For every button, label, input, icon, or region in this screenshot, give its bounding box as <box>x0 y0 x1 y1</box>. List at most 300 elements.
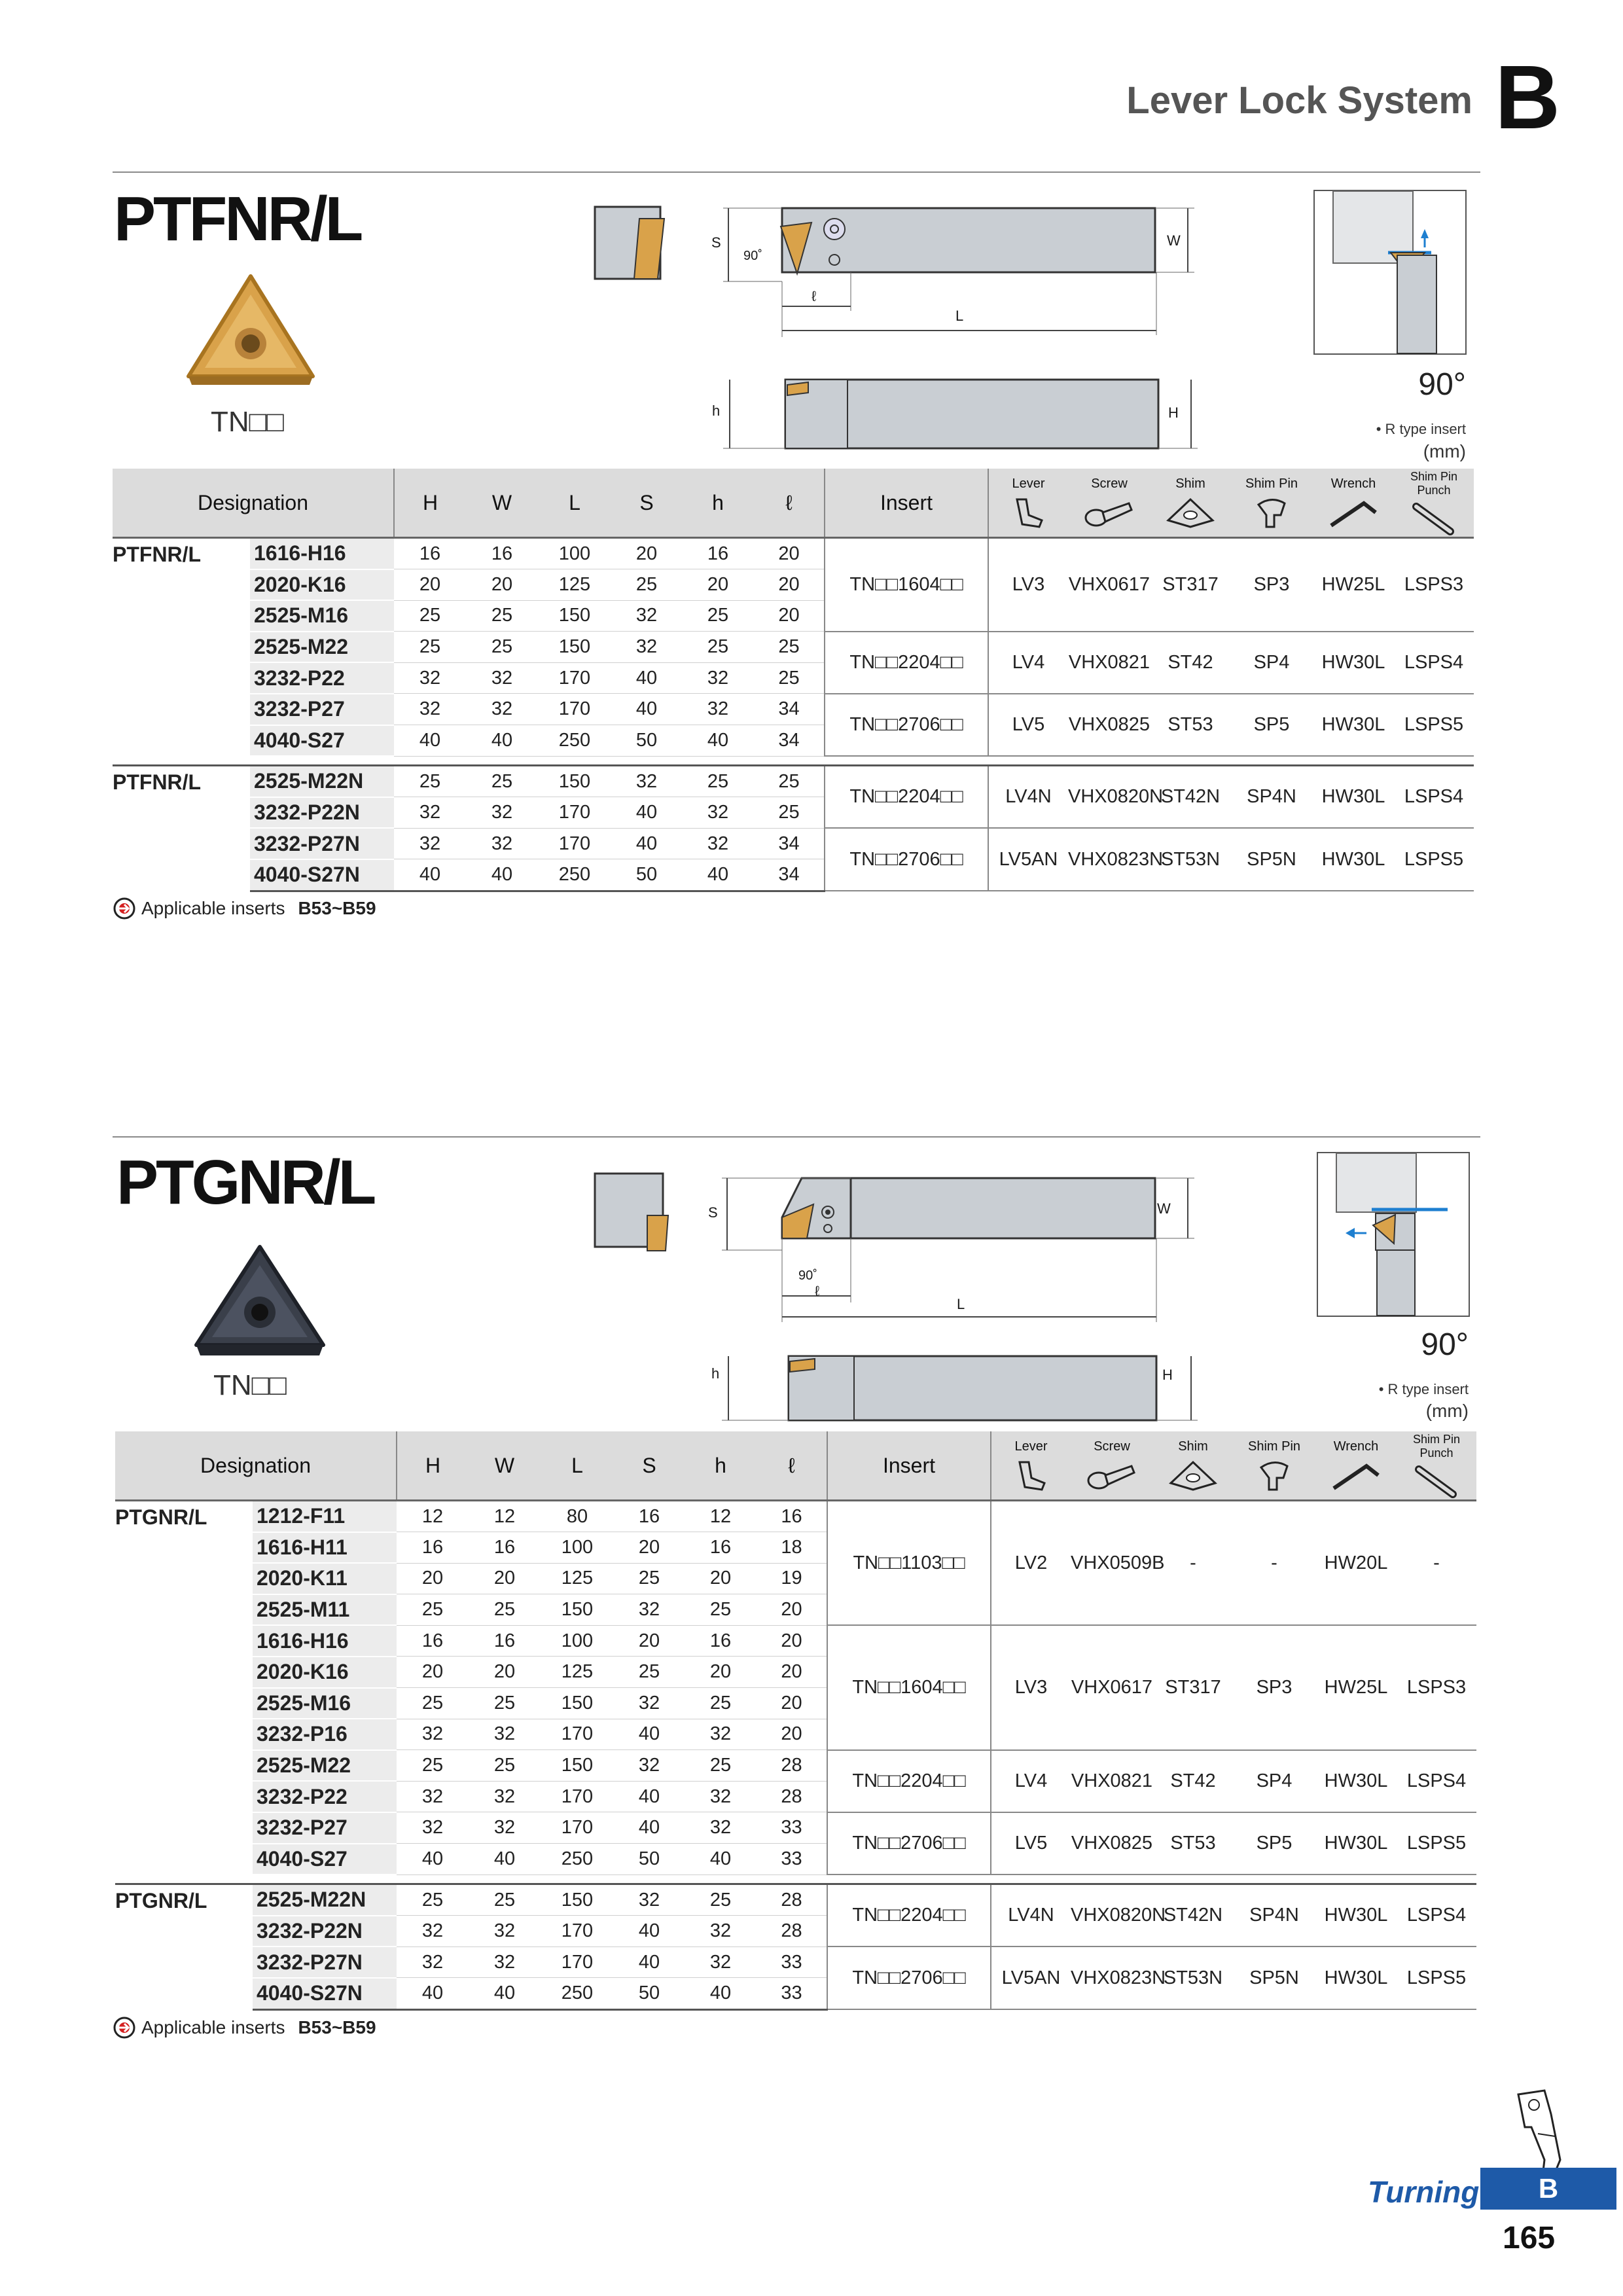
part-lever: LV2 <box>991 1501 1071 1626</box>
dimension-value: 32 <box>466 662 538 694</box>
dimension-value: 20 <box>685 1563 757 1594</box>
applicable-pages-link[interactable]: B53~B59 <box>298 2017 376 2037</box>
part-wrench: HW30L <box>1315 1946 1397 2009</box>
dimension-value: 40 <box>682 859 754 891</box>
insert-photo-gold <box>182 268 319 386</box>
dimension-value: 40 <box>469 1844 541 1875</box>
table-row <box>115 1812 1476 1844</box>
dimension-value: 32 <box>685 1812 757 1844</box>
shim-pin-punch-icon <box>1414 1464 1459 1498</box>
dimension-value: 40 <box>685 1978 757 2009</box>
product-title: PTFNR/L <box>114 184 361 254</box>
dimension-value: 40 <box>394 725 466 757</box>
page-header-title: Lever Lock System <box>1126 79 1472 122</box>
dimension-value: 25 <box>754 797 825 829</box>
dimension-value: 32 <box>469 1781 541 1812</box>
part-lever: LV3 <box>991 1625 1071 1749</box>
col-designation: Designation <box>115 1431 397 1501</box>
dimension-value: 34 <box>754 828 825 859</box>
dimension-value: 32 <box>611 600 682 632</box>
part-lever: LV5AN <box>991 1946 1071 2009</box>
part-screw: VHX0820N <box>1071 1884 1153 1947</box>
part-punch: - <box>1397 1501 1476 1626</box>
designation-code: 3232-P27 <box>250 694 394 725</box>
part-shim: - <box>1153 1501 1233 1626</box>
dimension-value: 20 <box>469 1563 541 1594</box>
dimension-value: 20 <box>397 1657 469 1688</box>
wrench-icon <box>1327 495 1380 529</box>
designation-code: 2525-M16 <box>253 1688 397 1719</box>
col-W: W <box>466 469 538 538</box>
table-row <box>115 1946 1476 1978</box>
part-shim: ST42 <box>1150 632 1230 694</box>
insert-code-cell: TN□□1604□□ <box>827 1625 991 1749</box>
dimension-value: 20 <box>754 538 825 569</box>
table-row <box>113 632 1474 663</box>
dimension-value: 25 <box>466 766 538 797</box>
dimension-value: 32 <box>466 694 538 725</box>
dimension-value: 25 <box>469 1884 541 1916</box>
part-pin: SP4 <box>1233 1750 1315 1812</box>
dimension-value: 250 <box>541 1978 614 2009</box>
designation-code: 3232-P27 <box>253 1812 397 1844</box>
col-h: h <box>682 469 754 538</box>
dimension-value: 40 <box>397 1844 469 1875</box>
designation-code: 4040-S27N <box>253 1978 397 2009</box>
part-lever: LV4N <box>988 766 1068 829</box>
part-pin: SP5N <box>1233 1946 1315 2009</box>
insert-code-cell: TN□□2204□□ <box>827 1884 991 1947</box>
table-row <box>115 1501 1476 1532</box>
dimension-value: 25 <box>397 1884 469 1916</box>
r-type-note: • R type insert <box>1378 1381 1469 1397</box>
insert-code-cell: TN□□2706□□ <box>827 1946 991 2009</box>
dimension-value: 50 <box>611 859 682 891</box>
table-row <box>115 1625 1476 1657</box>
designation-code: 3232-P16 <box>253 1719 397 1750</box>
approach-angle: 90° <box>1421 1327 1469 1362</box>
lever-icon <box>1009 495 1048 529</box>
front-view-diagram <box>592 1170 673 1256</box>
footer-category: Turning <box>1368 2175 1480 2209</box>
insert-code-cell: TN□□2706□□ <box>825 828 988 891</box>
dimension-value: 32 <box>394 797 466 829</box>
part-lever: LV5 <box>988 694 1068 756</box>
dimension-value: 250 <box>541 1844 614 1875</box>
dimension-value: 28 <box>757 1884 827 1916</box>
dimension-value: 170 <box>541 1916 614 1947</box>
dimension-value: 40 <box>685 1844 757 1875</box>
col-L: L <box>541 1431 614 1501</box>
dimension-value: 40 <box>394 859 466 891</box>
dimension-value: 32 <box>394 828 466 859</box>
designation-code: 4040-S27N <box>250 859 394 891</box>
dimension-value: 32 <box>397 1812 469 1844</box>
dimension-value: 25 <box>685 1688 757 1719</box>
dim-angle: 90˚ <box>743 249 762 263</box>
col-wrench: Wrench <box>1313 469 1394 538</box>
table-row <box>113 828 1474 859</box>
dim-W: W <box>1167 232 1181 249</box>
insert-code-cell: TN□□2204□□ <box>825 632 988 694</box>
dimension-value: 20 <box>397 1563 469 1594</box>
designation-code: 2525-M22N <box>250 766 394 797</box>
spec-table-ptfnr <box>113 469 1474 892</box>
col-designation: Designation <box>113 469 394 538</box>
dimension-value: 16 <box>614 1501 685 1532</box>
product-title: PTGNR/L <box>116 1147 374 1217</box>
dimension-value: 33 <box>757 1946 827 1978</box>
dimension-value: 16 <box>397 1625 469 1657</box>
dimension-value: 16 <box>397 1532 469 1564</box>
part-shim: ST42N <box>1150 766 1230 829</box>
dimension-value: 33 <box>757 1812 827 1844</box>
designation-code: 3232-P22 <box>250 662 394 694</box>
designation-code: 1616-H16 <box>253 1625 397 1657</box>
insert-code-cell: TN□□1103□□ <box>827 1501 991 1626</box>
dimension-value: 25 <box>614 1563 685 1594</box>
table-row <box>113 538 1474 569</box>
dimension-value: 25 <box>685 1884 757 1916</box>
dimension-value: 40 <box>611 797 682 829</box>
designation-code: 3232-P22N <box>253 1916 397 1947</box>
shim-icon <box>1164 495 1217 529</box>
designation-code: 4040-S27 <box>253 1844 397 1875</box>
dimension-value: 50 <box>614 1978 685 2009</box>
col-L: L <box>538 469 611 538</box>
part-wrench: HW30L <box>1315 1884 1397 1947</box>
dimension-value: 20 <box>611 538 682 569</box>
designation-code: 2020-K16 <box>253 1657 397 1688</box>
dimension-value: 33 <box>757 1978 827 2009</box>
dimension-value: 150 <box>541 1688 614 1719</box>
dimension-value: 32 <box>469 1812 541 1844</box>
dimension-value: 34 <box>754 859 825 891</box>
dim-H: H <box>1168 404 1179 421</box>
orientation-inset <box>1317 1152 1470 1317</box>
part-screw: VHX0617 <box>1071 1625 1153 1749</box>
dimension-value: 32 <box>685 1946 757 1978</box>
col-S: S <box>611 469 682 538</box>
series-name: PTFNR/L <box>113 543 202 566</box>
applicable-inserts-note: Applicable inserts B53~B59 <box>113 2016 376 2039</box>
dimension-value: 28 <box>757 1916 827 1947</box>
col-W: W <box>469 1431 541 1501</box>
part-wrench: HW20L <box>1315 1501 1397 1626</box>
approach-angle: 90° <box>1418 367 1466 402</box>
insert-photo-dark <box>190 1240 330 1358</box>
col-shim: Shim <box>1150 469 1230 538</box>
table-row <box>113 766 1474 797</box>
part-lever: LV5AN <box>988 828 1068 891</box>
designation-code: 1616-H16 <box>250 538 394 569</box>
col-S: S <box>614 1431 685 1501</box>
dimension-value: 20 <box>394 569 466 601</box>
dimension-value: 25 <box>394 766 466 797</box>
shim-pin-punch-icon <box>1411 501 1457 535</box>
dimension-value: 170 <box>538 828 611 859</box>
dimension-value: 25 <box>469 1750 541 1782</box>
applicable-inserts-note: Applicable inserts B53~B59 <box>113 897 376 920</box>
part-punch: LSPS5 <box>1397 1946 1476 2009</box>
dim-H: H <box>1162 1367 1173 1383</box>
r-type-note: • R type insert <box>1376 421 1466 437</box>
tool-dimension-diagram <box>704 196 1214 471</box>
dimension-value: 34 <box>754 694 825 725</box>
col-shim: Shim <box>1153 1431 1233 1501</box>
unit-label: (mm) <box>1425 1401 1469 1421</box>
part-shim: ST317 <box>1150 538 1230 632</box>
designation-code: 2020-K11 <box>253 1563 397 1594</box>
dim-L: L <box>957 1296 965 1312</box>
dimension-value: 32 <box>611 632 682 663</box>
part-pin: SP5 <box>1233 1812 1315 1874</box>
arrow-circle-icon <box>113 897 136 920</box>
col-shim-pin: Shim Pin <box>1233 1431 1315 1501</box>
part-punch: LSPS5 <box>1397 1812 1476 1874</box>
dimension-value: 25 <box>394 632 466 663</box>
dimension-value: 20 <box>682 569 754 601</box>
dimension-value: 32 <box>614 1594 685 1626</box>
part-screw: VHX0825 <box>1071 1812 1153 1874</box>
col-screw: Screw <box>1068 469 1150 538</box>
part-shim: ST53N <box>1153 1946 1233 2009</box>
screw-icon <box>1083 495 1135 529</box>
part-shim: ST42 <box>1153 1750 1233 1812</box>
front-view-diagram <box>592 203 669 285</box>
designation-code: 2020-K16 <box>250 569 394 601</box>
dimension-value: 40 <box>611 828 682 859</box>
applicable-pages-link[interactable]: B53~B59 <box>298 898 376 918</box>
dimension-value: 170 <box>541 1719 614 1750</box>
dim-W: W <box>1157 1200 1171 1217</box>
part-wrench: HW30L <box>1313 828 1394 891</box>
dimension-value: 16 <box>469 1625 541 1657</box>
dimension-value: 32 <box>682 828 754 859</box>
dim-l: ℓ <box>812 288 817 304</box>
col-h: h <box>685 1431 757 1501</box>
dimension-value: 20 <box>614 1532 685 1564</box>
part-pin: - <box>1233 1501 1315 1626</box>
insert-code-cell: TN□□2706□□ <box>827 1812 991 1874</box>
col-screw: Screw <box>1071 1431 1153 1501</box>
col-H: H <box>397 1431 469 1501</box>
dimension-value: 20 <box>469 1657 541 1688</box>
dimension-value: 125 <box>541 1563 614 1594</box>
dimension-value: 18 <box>757 1532 827 1564</box>
designation-code: 2525-M22 <box>253 1750 397 1782</box>
dimension-value: 40 <box>611 694 682 725</box>
designation-code: 3232-P27N <box>253 1946 397 1978</box>
series-name: PTGNR/L <box>115 1889 207 1913</box>
dim-h: h <box>712 403 721 419</box>
dimension-value: 170 <box>541 1781 614 1812</box>
dimension-value: 20 <box>757 1688 827 1719</box>
insert-code-cell: TN□□2706□□ <box>825 694 988 756</box>
part-lever: LV4N <box>991 1884 1071 1947</box>
dimension-value: 20 <box>757 1657 827 1688</box>
dimension-value: 32 <box>685 1781 757 1812</box>
dimension-value: 40 <box>611 662 682 694</box>
part-screw: VHX0820N <box>1068 766 1150 829</box>
part-pin: SP5N <box>1230 828 1313 891</box>
dimension-value: 40 <box>469 1978 541 2009</box>
part-wrench: HW25L <box>1313 538 1394 632</box>
dimension-value: 32 <box>469 1916 541 1947</box>
dimension-value: 25 <box>685 1750 757 1782</box>
dimension-value: 50 <box>614 1844 685 1875</box>
dimension-value: 25 <box>611 569 682 601</box>
part-pin: SP4 <box>1230 632 1313 694</box>
dimension-value: 170 <box>538 694 611 725</box>
spec-table-ptgnr <box>115 1431 1476 2011</box>
dimension-value: 170 <box>538 662 611 694</box>
part-shim: ST53 <box>1150 694 1230 756</box>
col-shim-pin-punch: Shim Pin Punch <box>1397 1431 1476 1501</box>
part-pin: SP4N <box>1233 1884 1315 1947</box>
dimension-value: 150 <box>541 1884 614 1916</box>
part-screw: VHX0825 <box>1068 694 1150 756</box>
dimension-value: 20 <box>757 1594 827 1626</box>
designation-code: 1616-H11 <box>253 1532 397 1564</box>
part-lever: LV4 <box>988 632 1068 694</box>
dimension-value: 20 <box>614 1625 685 1657</box>
dimension-value: 32 <box>466 797 538 829</box>
col-insert: Insert <box>825 469 988 538</box>
dimension-value: 16 <box>685 1532 757 1564</box>
dimension-value: 25 <box>685 1594 757 1626</box>
part-lever: LV3 <box>988 538 1068 632</box>
dim-angle: 90˚ <box>798 1268 817 1283</box>
part-wrench: HW30L <box>1313 632 1394 694</box>
dimension-value: 25 <box>469 1688 541 1719</box>
dimension-value: 100 <box>541 1625 614 1657</box>
dim-h: h <box>711 1365 720 1382</box>
dimension-value: 34 <box>754 725 825 757</box>
dimension-value: 125 <box>541 1657 614 1688</box>
col-l: ℓ <box>757 1431 827 1501</box>
lever-icon <box>1012 1458 1051 1492</box>
screw-icon <box>1086 1458 1138 1492</box>
dimension-value: 32 <box>397 1946 469 1978</box>
designation-code: 2525-M22 <box>250 632 394 663</box>
part-screw: VHX0617 <box>1068 538 1150 632</box>
dimension-value: 40 <box>614 1781 685 1812</box>
part-punch: LSPS5 <box>1394 828 1474 891</box>
part-wrench: HW30L <box>1313 694 1394 756</box>
section-divider <box>113 171 1480 173</box>
part-punch: LSPS3 <box>1397 1625 1476 1749</box>
part-screw: VHX0821 <box>1068 632 1150 694</box>
part-screw: VHX0509B <box>1071 1501 1153 1626</box>
designation-code: 3232-P22 <box>253 1781 397 1812</box>
part-wrench: HW25L <box>1315 1625 1397 1749</box>
dimension-value: 170 <box>538 797 611 829</box>
col-lever: Lever <box>988 469 1068 538</box>
dimension-value: 20 <box>685 1657 757 1688</box>
dimension-value: 32 <box>682 694 754 725</box>
dimension-value: 150 <box>538 632 611 663</box>
dimension-value: 32 <box>466 828 538 859</box>
designation-code: 1212-F11 <box>253 1501 397 1532</box>
part-screw: VHX0823N <box>1071 1946 1153 2009</box>
dimension-value: 20 <box>466 569 538 601</box>
dimension-value: 33 <box>757 1844 827 1875</box>
orientation-inset <box>1313 190 1467 355</box>
dimension-value: 25 <box>682 600 754 632</box>
col-shim-pin: Shim Pin <box>1230 469 1313 538</box>
part-lever: LV5 <box>991 1812 1071 1874</box>
dimension-value: 40 <box>466 725 538 757</box>
dimension-value: 32 <box>394 694 466 725</box>
dimension-value: 25 <box>466 600 538 632</box>
dimension-value: 32 <box>614 1688 685 1719</box>
dimension-value: 25 <box>614 1657 685 1688</box>
part-punch: LSPS4 <box>1397 1884 1476 1947</box>
dimension-value: 40 <box>466 859 538 891</box>
dimension-value: 40 <box>682 725 754 757</box>
col-H: H <box>394 469 466 538</box>
shim-pin-icon <box>1252 495 1291 529</box>
dimension-value: 25 <box>754 632 825 663</box>
dim-l: ℓ <box>815 1283 820 1299</box>
dimension-value: 250 <box>538 725 611 757</box>
group-separator <box>115 1874 1476 1884</box>
dimension-value: 150 <box>541 1594 614 1626</box>
shim-pin-icon <box>1255 1458 1294 1492</box>
part-punch: LSPS4 <box>1394 632 1474 694</box>
table-row <box>113 694 1474 725</box>
dimension-value: 25 <box>754 662 825 694</box>
insert-code: TN□□ <box>211 406 284 438</box>
part-wrench: HW30L <box>1315 1750 1397 1812</box>
part-pin: SP4N <box>1230 766 1313 829</box>
dimension-value: 100 <box>541 1532 614 1564</box>
dimension-value: 170 <box>541 1812 614 1844</box>
part-punch: LSPS3 <box>1394 538 1474 632</box>
unit-label: (mm) <box>1423 441 1466 461</box>
dimension-value: 32 <box>397 1719 469 1750</box>
dimension-value: 12 <box>397 1501 469 1532</box>
col-shim-pin-punch: Shim Pin Punch <box>1394 469 1474 538</box>
dimension-value: 25 <box>469 1594 541 1626</box>
part-pin: SP5 <box>1230 694 1313 756</box>
insert-code-cell: TN□□2204□□ <box>825 766 988 829</box>
series-name: PTGNR/L <box>115 1505 207 1529</box>
dimension-value: 20 <box>754 600 825 632</box>
part-shim: ST42N <box>1153 1884 1233 1947</box>
table-row <box>115 1750 1476 1782</box>
designation-code: 3232-P22N <box>250 797 394 829</box>
part-punch: LSPS5 <box>1394 694 1474 756</box>
dimension-value: 80 <box>541 1501 614 1532</box>
footer-section-tab: B <box>1480 2168 1616 2210</box>
dimension-value: 16 <box>469 1532 541 1564</box>
part-shim: ST53N <box>1150 828 1230 891</box>
col-lever: Lever <box>991 1431 1071 1501</box>
wrench-icon <box>1330 1458 1382 1492</box>
insert-code-cell: TN□□2204□□ <box>827 1750 991 1812</box>
part-wrench: HW30L <box>1315 1812 1397 1874</box>
dimension-value: 25 <box>397 1750 469 1782</box>
dimension-value: 170 <box>541 1946 614 1978</box>
part-shim: ST53 <box>1153 1812 1233 1874</box>
designation-code: 3232-P27N <box>250 828 394 859</box>
part-punch: LSPS4 <box>1394 766 1474 829</box>
part-screw: VHX0821 <box>1071 1750 1153 1812</box>
dimension-value: 150 <box>538 600 611 632</box>
dimension-value: 32 <box>469 1946 541 1978</box>
